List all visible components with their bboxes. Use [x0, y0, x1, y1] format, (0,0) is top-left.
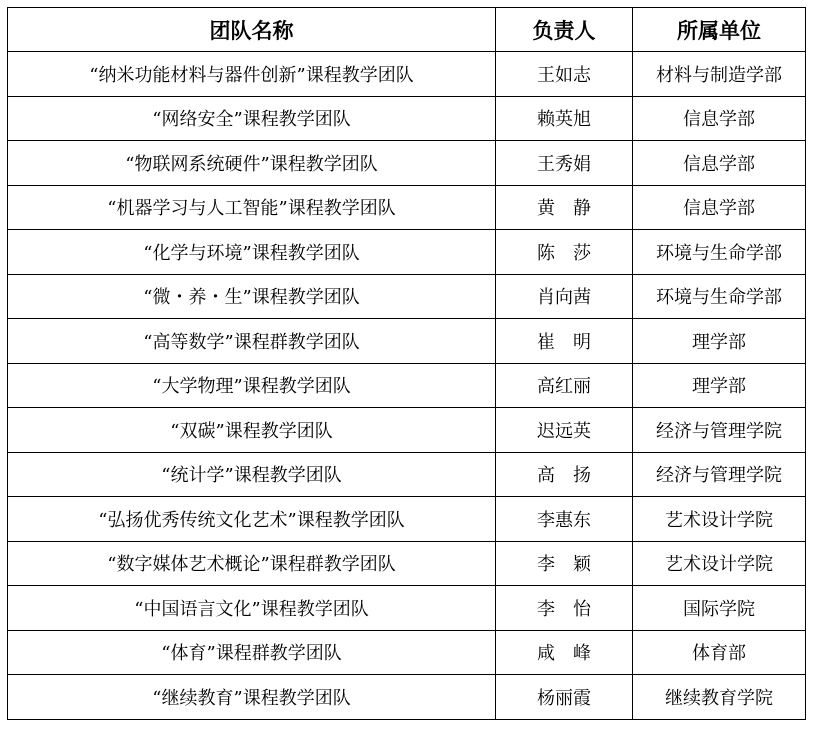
leader-cell: 高红丽	[496, 363, 633, 408]
table-row	[8, 319, 806, 364]
unit-cell: 经济与管理学院	[633, 452, 806, 497]
leader-cell: 高 扬	[496, 452, 633, 497]
table-row	[8, 52, 806, 97]
leader-cell: 王秀娟	[496, 141, 633, 186]
leader-cell: 陈 莎	[496, 230, 633, 275]
leader-cell: 李 颖	[496, 541, 633, 586]
table-row	[8, 274, 806, 319]
unit-cell: 艺术设计学院	[633, 541, 806, 586]
table-row	[8, 363, 806, 408]
team-name-cell: “化学与环境”课程教学团队	[8, 230, 496, 275]
table-row	[8, 541, 806, 586]
leader-cell: 赖英旭	[496, 96, 633, 141]
leader-cell: 迟远英	[496, 408, 633, 453]
unit-cell: 环境与生命学部	[633, 230, 806, 275]
table-body	[8, 52, 806, 720]
team-name-cell: “网络安全”课程教学团队	[8, 96, 496, 141]
team-name-cell: “微・养・生”课程教学团队	[8, 274, 496, 319]
leader-cell: 王如志	[496, 52, 633, 97]
unit-cell: 体育部	[633, 630, 806, 675]
leader-cell: 李 怡	[496, 586, 633, 631]
table-row	[8, 141, 806, 186]
table-row	[8, 630, 806, 675]
header-unit: 所属单位	[633, 8, 806, 52]
team-name-cell: “弘扬优秀传统文化艺术”课程教学团队	[8, 497, 496, 542]
team-name-cell: “物联网系统硬件”课程教学团队	[8, 141, 496, 186]
table-row	[8, 96, 806, 141]
table-row	[8, 408, 806, 453]
table-row	[8, 675, 806, 720]
team-name-cell: “中国语言文化”课程教学团队	[8, 586, 496, 631]
leader-cell: 肖向茜	[496, 274, 633, 319]
leader-cell: 咸 峰	[496, 630, 633, 675]
unit-cell: 继续教育学院	[633, 675, 806, 720]
team-name-cell: “双碳”课程教学团队	[8, 408, 496, 453]
unit-cell: 理学部	[633, 363, 806, 408]
unit-cell: 信息学部	[633, 141, 806, 186]
unit-cell: 环境与生命学部	[633, 274, 806, 319]
leader-cell: 崔 明	[496, 319, 633, 364]
team-name-cell: “统计学”课程教学团队	[8, 452, 496, 497]
leader-cell: 黄 静	[496, 185, 633, 230]
leader-cell: 杨丽霞	[496, 675, 633, 720]
unit-cell: 信息学部	[633, 185, 806, 230]
header-leader: 负责人	[496, 8, 633, 52]
unit-cell: 信息学部	[633, 96, 806, 141]
team-name-cell: “大学物理”课程教学团队	[8, 363, 496, 408]
leader-cell: 李惠东	[496, 497, 633, 542]
table-row	[8, 230, 806, 275]
team-name-cell: “机器学习与人工智能”课程教学团队	[8, 185, 496, 230]
unit-cell: 经济与管理学院	[633, 408, 806, 453]
team-name-cell: “纳米功能材料与器件创新”课程教学团队	[8, 52, 496, 97]
unit-cell: 艺术设计学院	[633, 497, 806, 542]
table-row	[8, 452, 806, 497]
team-name-cell: “体育”课程群教学团队	[8, 630, 496, 675]
unit-cell: 理学部	[633, 319, 806, 364]
table-row	[8, 497, 806, 542]
header-team-name: 团队名称	[8, 8, 496, 52]
team-table	[7, 7, 806, 720]
unit-cell: 材料与制造学部	[633, 52, 806, 97]
team-name-cell: “高等数学”课程群教学团队	[8, 319, 496, 364]
table-row	[8, 586, 806, 631]
header-row	[8, 8, 806, 52]
unit-cell: 国际学院	[633, 586, 806, 631]
team-name-cell: “数字媒体艺术概论”课程群教学团队	[8, 541, 496, 586]
table-row	[8, 185, 806, 230]
team-name-cell: “继续教育”课程教学团队	[8, 675, 496, 720]
